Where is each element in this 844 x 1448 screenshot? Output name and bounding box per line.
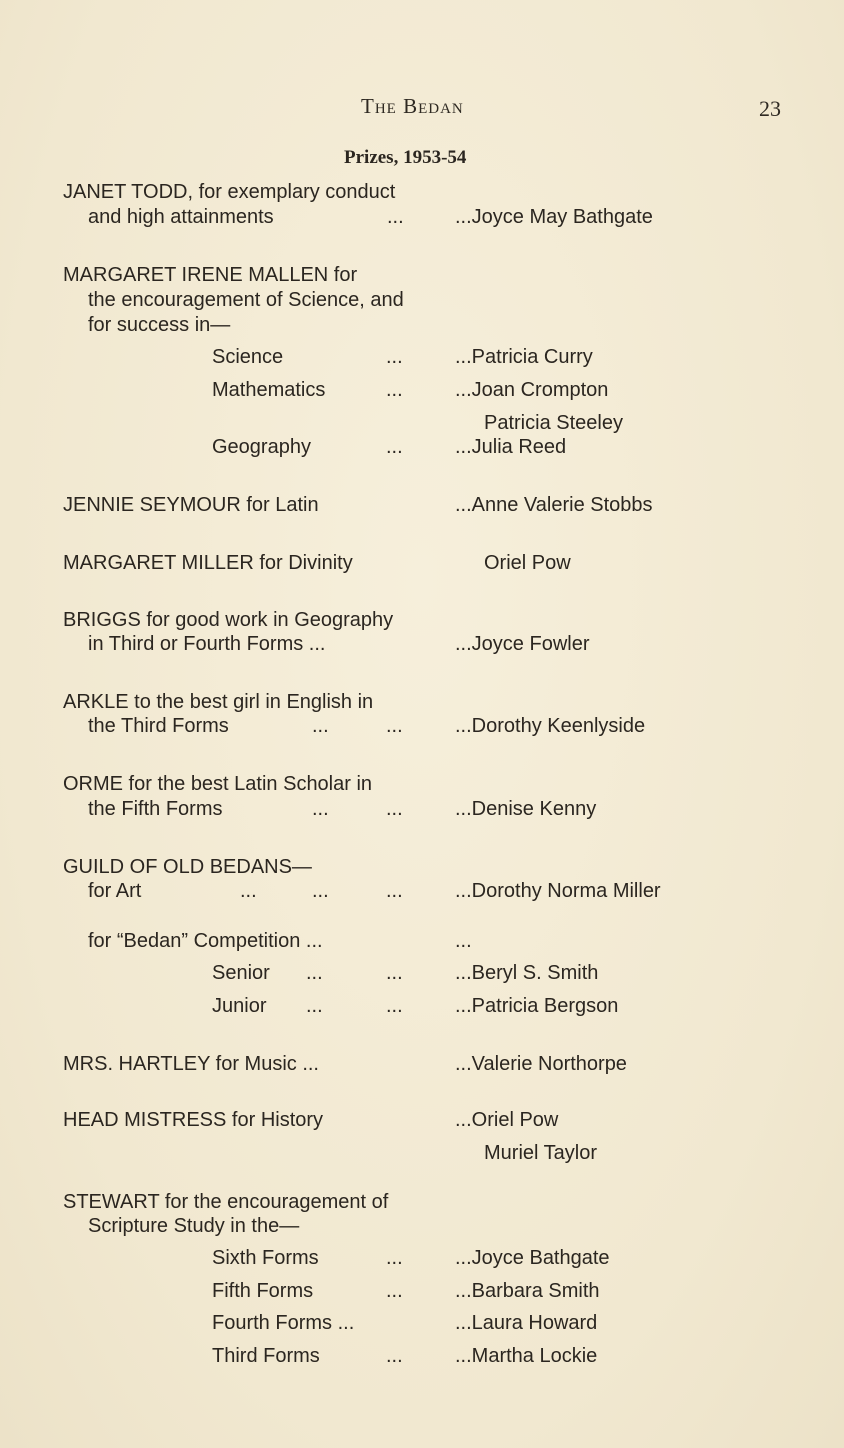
- subject-label: Junior: [212, 995, 267, 1017]
- prize-winner: ...Joan Crompton: [455, 379, 609, 401]
- section-title: Prizes, 1953-54: [344, 147, 467, 168]
- leader-dots: ...: [312, 715, 329, 737]
- prize-name: STEWART for the encouragement of: [63, 1191, 389, 1213]
- prize-name: JANET TODD, for exemplary conduct: [63, 181, 396, 203]
- page-number: 23: [759, 96, 781, 121]
- prize-winner: ...Barbara Smith: [455, 1280, 600, 1302]
- subject-label: for Art: [88, 880, 142, 902]
- running-header: [361, 94, 464, 119]
- leader-dots: ...: [386, 1247, 403, 1269]
- leader-dots: ...: [386, 436, 403, 458]
- journal-title: The Bedan: [361, 94, 464, 118]
- prize-name: BRIGGS for good work in Geography: [63, 609, 394, 631]
- prize-winner: Muriel Taylor: [484, 1142, 597, 1164]
- leader-dots: ...: [386, 715, 403, 737]
- prize-winner: ...Julia Reed: [455, 436, 567, 458]
- prize-name: MARGARET IRENE MALLEN for: [63, 264, 358, 286]
- subject-label: Senior: [212, 962, 270, 984]
- prize-winner: ...Martha Lockie: [455, 1345, 598, 1367]
- prize-winner: ...Joyce Bathgate: [455, 1247, 610, 1269]
- prize-name: MARGARET MILLER for Divinity: [63, 552, 353, 574]
- leader-dots: ...: [455, 930, 472, 952]
- leader-dots: ...: [386, 1280, 403, 1302]
- prize-winner: ...Dorothy Keenlyside: [455, 715, 646, 737]
- leader-dots: ...: [306, 962, 323, 984]
- leader-dots: ...: [306, 995, 323, 1017]
- prize-description: the encouragement of Science, and: [88, 289, 404, 311]
- subject-label: Mathematics: [212, 379, 326, 401]
- prize-winner: ...Anne Valerie Stobbs: [455, 494, 653, 516]
- prize-winner: ...Joyce Fowler: [455, 633, 590, 655]
- subject-label: Fifth Forms: [212, 1280, 314, 1302]
- prize-description: Scripture Study in the—: [88, 1215, 300, 1237]
- prize-winner: ...Dorothy Norma Miller: [455, 880, 661, 902]
- prize-name: GUILD OF OLD BEDANS—: [63, 856, 312, 878]
- subject-label: Science: [212, 346, 284, 368]
- prize-name: HEAD MISTRESS for History: [63, 1109, 324, 1131]
- prize-name: ARKLE to the best girl in English in: [63, 691, 374, 713]
- prize-description: in Third or Fourth Forms ...: [88, 633, 326, 655]
- leader-dots: ...: [312, 798, 329, 820]
- prize-winner: ...Joyce May Bathgate: [455, 206, 653, 228]
- leader-dots: ...: [386, 880, 403, 902]
- leader-dots: ...: [240, 880, 257, 902]
- prize-description: for success in—: [88, 314, 231, 336]
- prize-name: ORME for the best Latin Scholar in: [63, 773, 373, 795]
- leader-dots: ...: [387, 206, 404, 228]
- subject-label: for “Bedan” Competition ...: [88, 930, 323, 952]
- leader-dots: ...: [386, 346, 403, 368]
- leader-dots: ...: [386, 962, 403, 984]
- prize-winner: ...Patricia Curry: [455, 346, 593, 368]
- leader-dots: ...: [312, 880, 329, 902]
- subject-label: Fourth Forms ...: [212, 1312, 355, 1334]
- prize-name: MRS. HARTLEY for Music ...: [63, 1053, 319, 1075]
- leader-dots: ...: [386, 798, 403, 820]
- leader-dots: ...: [386, 1345, 403, 1367]
- prize-description: and high attainments: [88, 206, 274, 228]
- prize-winner: Patricia Steeley: [484, 412, 623, 434]
- prize-winner: ...Laura Howard: [455, 1312, 598, 1334]
- prize-winner: ...Valerie Northorpe: [455, 1053, 627, 1075]
- subject-label: Geography: [212, 436, 311, 458]
- prize-winner: ...Beryl S. Smith: [455, 962, 599, 984]
- prize-description: the Third Forms: [88, 715, 229, 737]
- subject-label: Third Forms: [212, 1345, 320, 1367]
- prize-winner: Oriel Pow: [484, 552, 571, 574]
- subject-label: Sixth Forms: [212, 1247, 319, 1269]
- prize-name: JENNIE SEYMOUR for Latin: [63, 494, 319, 516]
- prize-description: the Fifth Forms: [88, 798, 223, 820]
- leader-dots: ...: [386, 995, 403, 1017]
- prize-winner: ...Denise Kenny: [455, 798, 597, 820]
- prize-winner: ...Oriel Pow: [455, 1109, 559, 1131]
- leader-dots: ...: [386, 379, 403, 401]
- prize-winner: ...Patricia Bergson: [455, 995, 619, 1017]
